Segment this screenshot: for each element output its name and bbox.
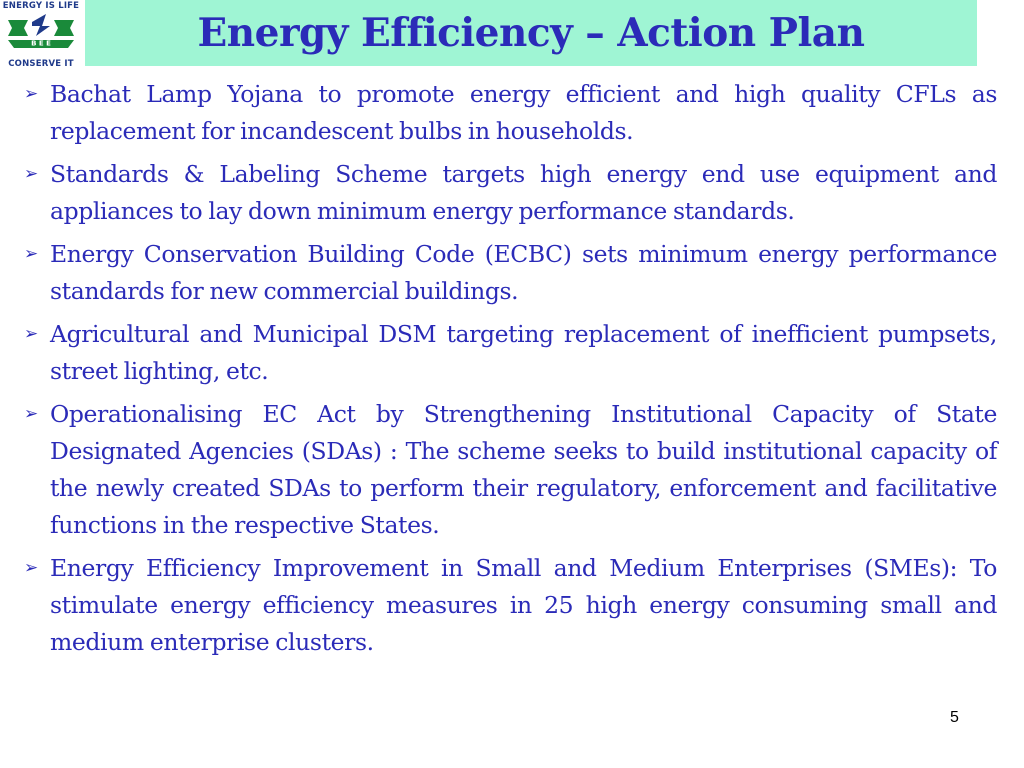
- bullet-list: [24, 76, 997, 661]
- title-bar: [85, 0, 977, 66]
- logo-bottom-text: CONSERVE IT: [8, 59, 74, 69]
- page-number: 5: [950, 709, 959, 726]
- bullet-text: Energy Efficiency Improvement in Small and Medium Enterprises (SMEs): To stimulate energy efficiency measures in 25 high energy consuming small and medium enterprise clusters.: [50, 554, 997, 656]
- bullet-text: Agricultural and Municipal DSM targeting replacement of inefficient pumpsets, street lighting, etc.: [50, 320, 997, 385]
- arrow-right-icon: ➢: [24, 404, 39, 424]
- bullet-item: [24, 396, 997, 544]
- arrow-right-icon: ➢: [24, 164, 39, 184]
- logo-top-text: ENERGY IS LIFE: [2, 1, 80, 11]
- bullet-item: [24, 550, 997, 661]
- arrow-right-icon: ➢: [24, 558, 39, 578]
- bullet-text: Operationalising EC Act by Strengthening Institutional Capacity of State Designated Agencies (SDAs) : The scheme seeks to build institutional capacity of the newly created SDAs to perform their regulatory, enforcement and facilitative functions in the respective States.: [50, 400, 997, 539]
- arrow-right-icon: ➢: [24, 324, 39, 344]
- bee-logo: [0, 0, 82, 70]
- bullet-text: Standards & Labeling Scheme targets high energy end use equipment and appliances to lay down minimum energy performance standards.: [50, 160, 997, 225]
- bullet-text: Energy Conservation Building Code (ECBC) sets minimum energy performance standards for new commercial buildings.: [50, 240, 997, 305]
- bullet-item: [24, 316, 997, 390]
- slide-title: Energy Efficiency – Action Plan: [197, 10, 865, 56]
- bullet-text: Bachat Lamp Yojana to promote energy efficient and high quality CFLs as replacement for incandescent bulbs in households.: [50, 80, 997, 145]
- bee-emblem-icon: [2, 12, 80, 58]
- slide-content: [24, 76, 997, 667]
- bullet-item: [24, 76, 997, 150]
- bullet-item: [24, 156, 997, 230]
- logo-middle-text: B E E: [31, 39, 51, 48]
- bullet-item: [24, 236, 997, 310]
- arrow-right-icon: ➢: [24, 84, 39, 104]
- arrow-right-icon: ➢: [24, 244, 39, 264]
